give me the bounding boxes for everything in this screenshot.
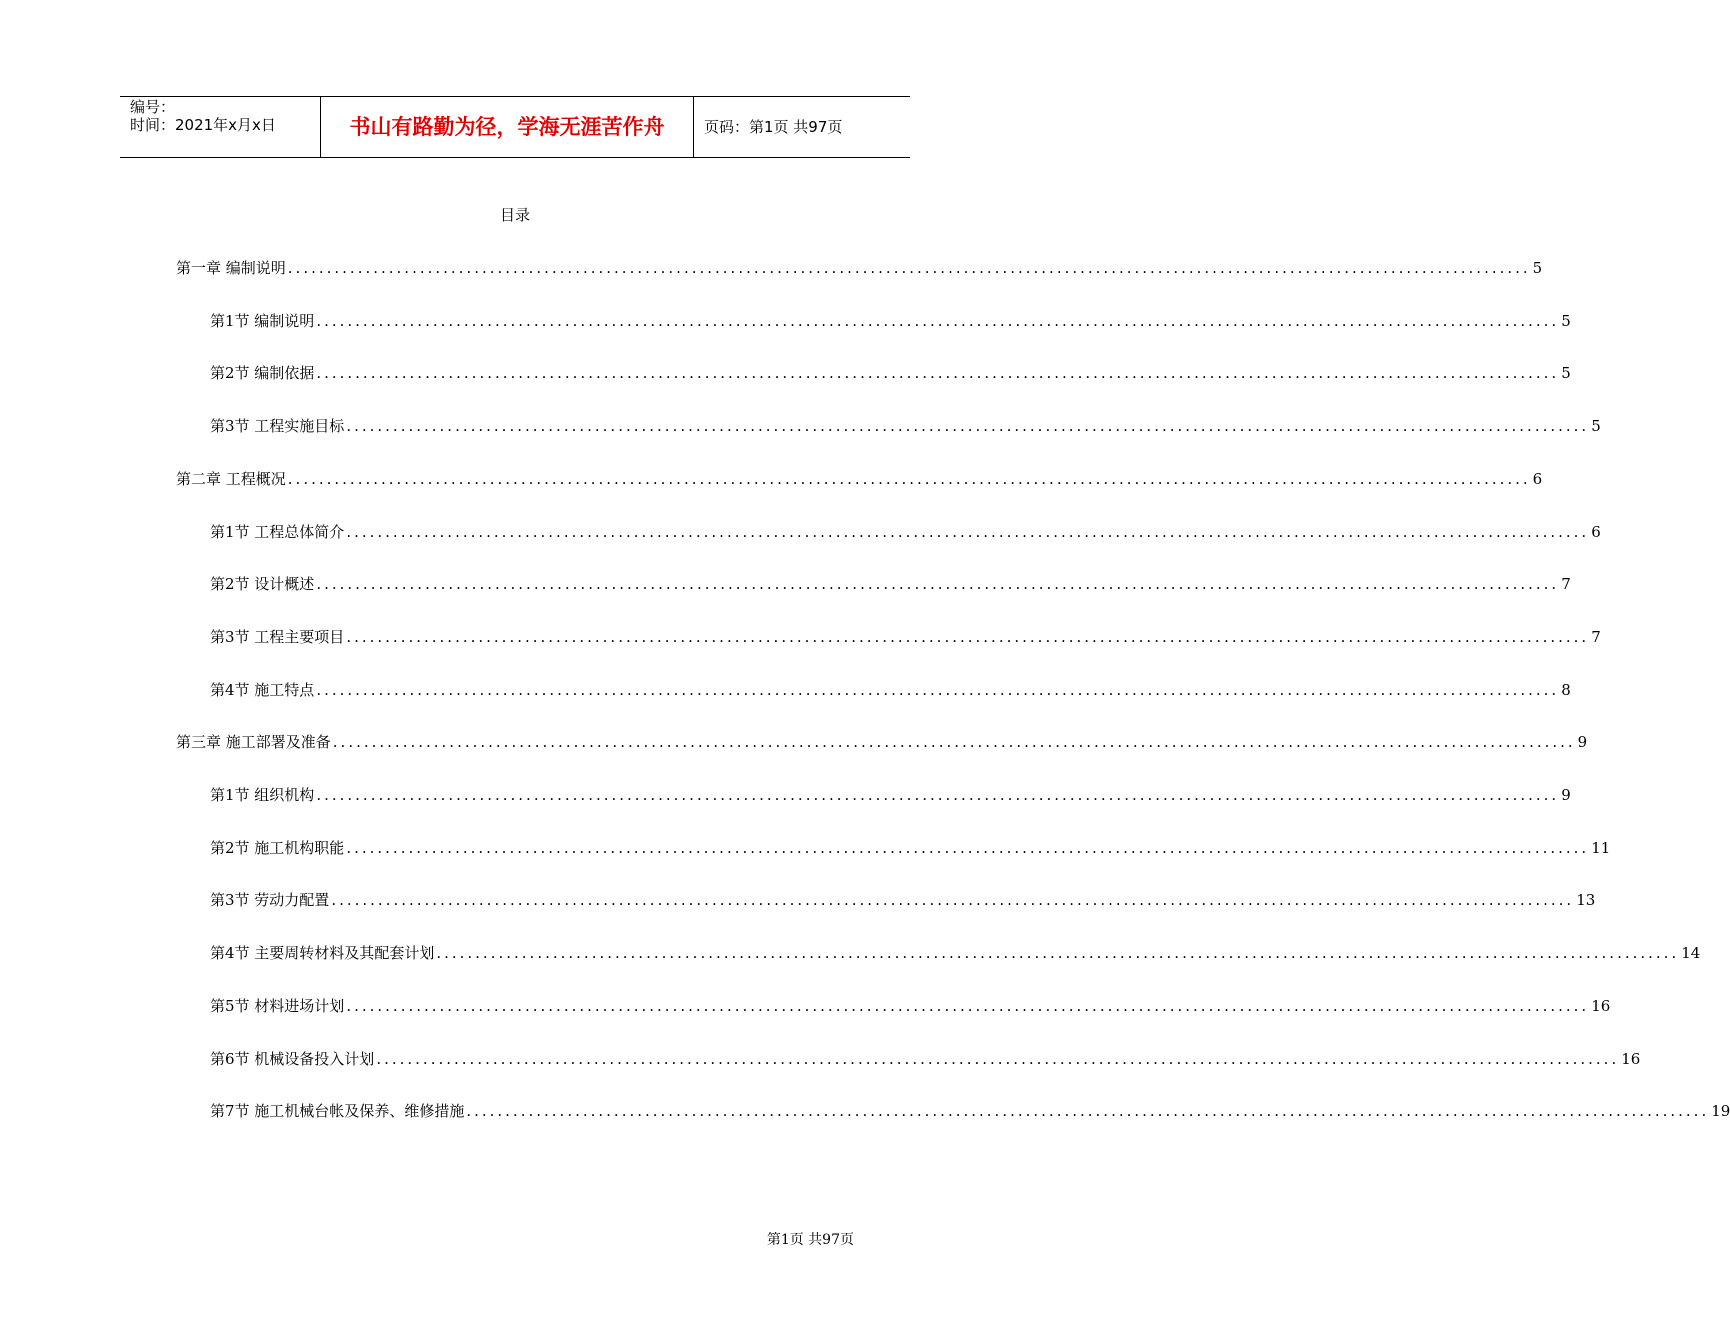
toc-dot-leader: ................................................................................................................................................................ [316, 681, 1560, 699]
toc-entry-section[interactable] [210, 785, 1571, 805]
toc-dot-leader: ................................................................................................................................................................ [346, 839, 1590, 857]
toc-entry-page: 6 [1532, 470, 1543, 488]
document-header [120, 96, 910, 158]
toc-dot-leader: ................................................................................................................................................................ [346, 523, 1590, 541]
toc-entry-section[interactable] [210, 1049, 1641, 1069]
toc-entry-page: 5 [1532, 259, 1543, 277]
toc-entry-label: 第一章 编制说明 [176, 259, 286, 277]
toc-dot-leader: ................................................................................................................................................................ [287, 470, 1531, 488]
toc-entry-section[interactable] [210, 311, 1571, 331]
toc-entry-label: 第3节 工程实施目标 [210, 417, 345, 435]
toc-entry-section[interactable] [210, 680, 1571, 700]
toc-entry-label: 第4节 施工特点 [210, 681, 315, 699]
toc-entry-label: 第7节 施工机械台帐及保养、维修措施 [210, 1102, 465, 1120]
toc-entry-page: 11 [1591, 839, 1611, 857]
toc-entry-section[interactable] [210, 574, 1571, 594]
toc-entry-page: 14 [1681, 944, 1701, 962]
toc-dot-leader: ................................................................................................................................................................ [466, 1102, 1710, 1120]
header-page-info: 页码：第1页 共97页 [704, 118, 843, 136]
toc-dot-leader: ................................................................................................................................................................ [331, 891, 1575, 909]
toc-dot-leader: ................................................................................................................................................................ [346, 997, 1590, 1015]
toc-entry-section[interactable] [210, 522, 1601, 542]
toc-entry-page: 8 [1561, 681, 1571, 699]
toc-entry-label: 第2节 编制依据 [210, 364, 315, 382]
document-number-label: 编号： [130, 98, 176, 116]
toc-title: 目录 [499, 206, 530, 224]
toc-entry-label: 第2节 设计概述 [210, 575, 315, 593]
toc-entry-label: 第1节 编制说明 [210, 312, 315, 330]
toc-entry-section[interactable] [210, 943, 1701, 963]
toc-entry-page: 13 [1576, 891, 1596, 909]
toc-dot-leader: ................................................................................................................................................................ [376, 1050, 1620, 1068]
toc-entry-label: 第1节 组织机构 [210, 786, 315, 804]
header-page-cell [694, 97, 910, 157]
toc-entry-label: 第3节 劳动力配置 [210, 891, 330, 909]
toc-entry-chapter[interactable] [176, 258, 1543, 278]
toc-dot-leader: ................................................................................................................................................................ [316, 786, 1560, 804]
toc-entry-page: 19 [1711, 1102, 1730, 1120]
header-motto-cell [321, 97, 694, 157]
toc-entry-page: 5 [1591, 417, 1601, 435]
toc-entry-label: 第5节 材料进场计划 [210, 997, 345, 1015]
toc-entry-page: 6 [1591, 523, 1601, 541]
toc-entry-page: 7 [1561, 575, 1571, 593]
toc-entry-label: 第3节 工程主要项目 [210, 628, 345, 646]
footer-page-number: 第1页 共97页 [766, 1232, 854, 1248]
toc-dot-leader: ................................................................................................................................................................ [316, 364, 1560, 382]
toc-entry-page: 9 [1561, 786, 1571, 804]
toc-dot-leader: ................................................................................................................................................................ [316, 575, 1560, 593]
toc-entry-page: 5 [1561, 312, 1571, 330]
toc-dot-leader: ................................................................................................................................................................ [436, 944, 1680, 962]
toc-dot-leader: ................................................................................................................................................................ [346, 628, 1590, 646]
toc-entry-page: 9 [1577, 733, 1588, 751]
toc-entry-page: 16 [1591, 997, 1611, 1015]
toc-entry-chapter[interactable] [176, 732, 1588, 752]
toc-entry-chapter[interactable] [176, 469, 1543, 489]
toc-entry-label: 第二章 工程概况 [176, 470, 286, 488]
toc-entry-section[interactable] [210, 890, 1596, 910]
toc-entry-section[interactable] [210, 363, 1571, 383]
document-date-label: 时间：2021年x月x日 [130, 116, 276, 134]
toc-dot-leader: ................................................................................................................................................................ [287, 259, 1531, 277]
toc-entry-section[interactable] [210, 996, 1611, 1016]
toc-entry-section[interactable] [210, 416, 1601, 436]
toc-entry-section[interactable] [210, 838, 1611, 858]
toc-dot-leader: ................................................................................................................................................................ [332, 733, 1576, 751]
toc-entry-page: 16 [1621, 1050, 1641, 1068]
toc-dot-leader: ................................................................................................................................................................ [316, 312, 1560, 330]
toc-entry-label: 第1节 工程总体简介 [210, 523, 345, 541]
toc-entry-page: 5 [1561, 364, 1571, 382]
toc-entry-section[interactable] [210, 627, 1601, 647]
toc-entry-label: 第4节 主要周转材料及其配套计划 [210, 944, 435, 962]
header-meta-cell [120, 97, 321, 157]
toc-entry-label: 第2节 施工机构职能 [210, 839, 345, 857]
toc-entry-label: 第6节 机械设备投入计划 [210, 1050, 375, 1068]
toc-entry-page: 7 [1591, 628, 1601, 646]
toc-entry-section[interactable] [210, 1101, 1730, 1121]
motto-text: 书山有路勤为径，学海无涯苦作舟 [349, 115, 665, 139]
toc-dot-leader: ................................................................................................................................................................ [346, 417, 1590, 435]
toc-entry-label: 第三章 施工部署及准备 [176, 733, 331, 751]
